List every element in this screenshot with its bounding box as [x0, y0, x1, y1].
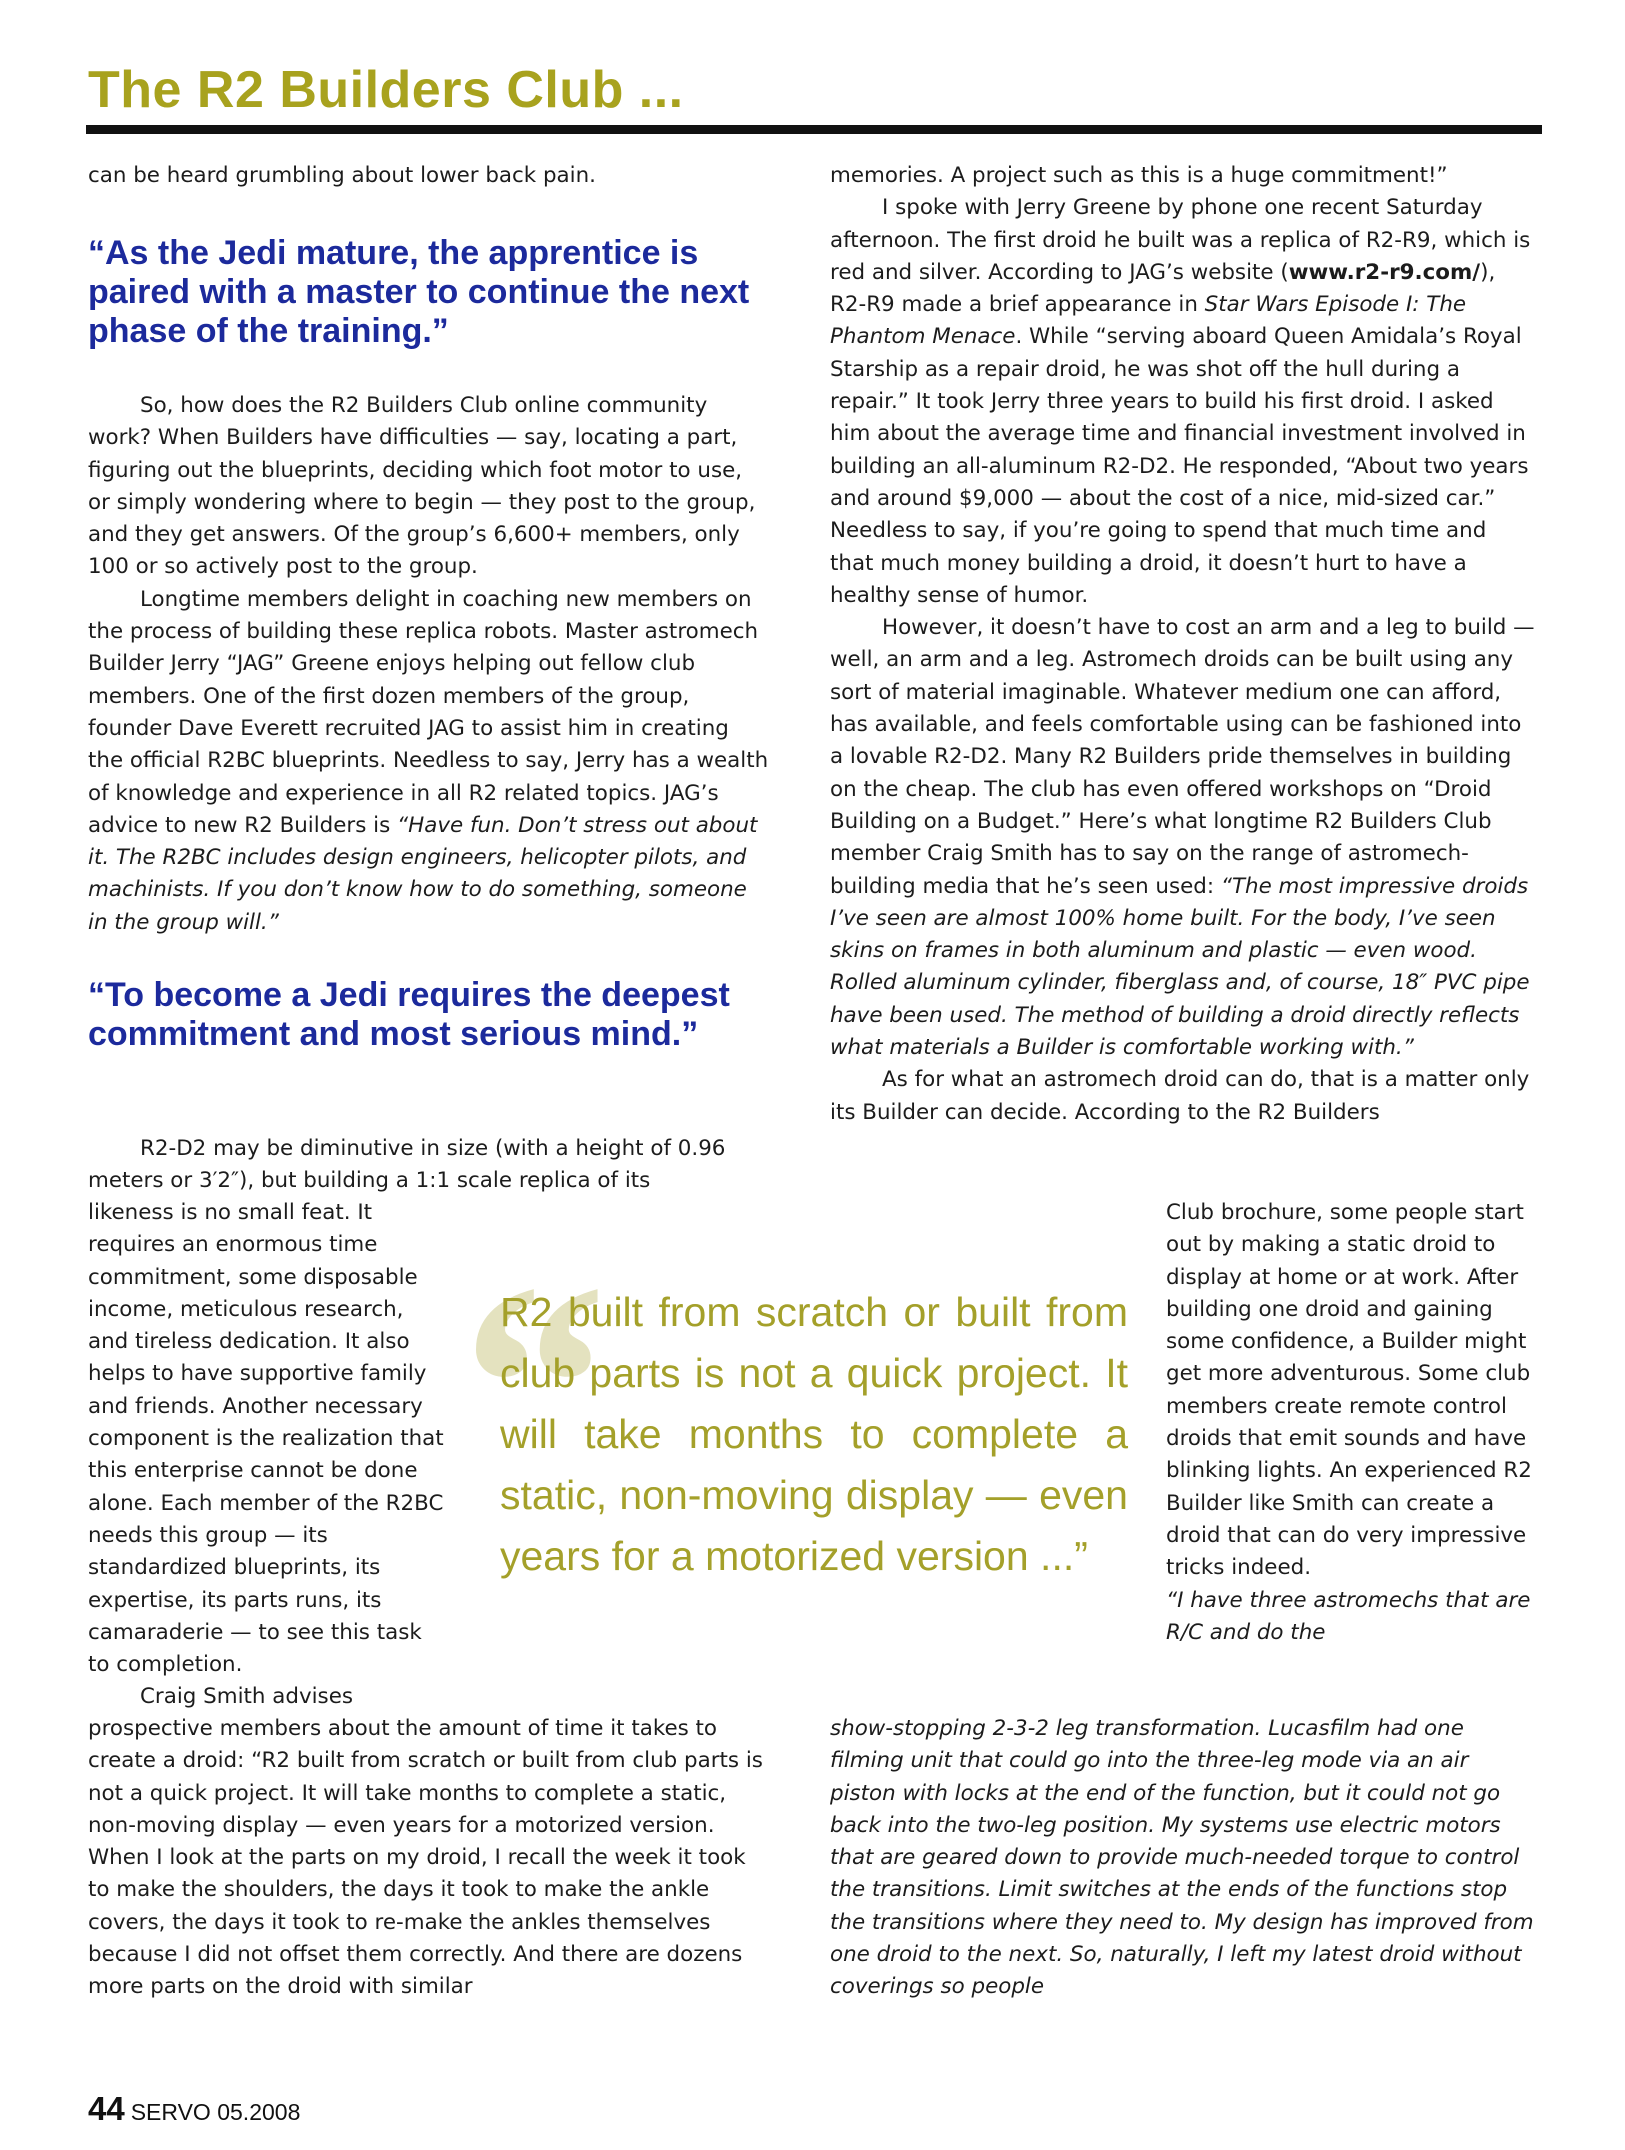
callout-text: R2 built from scratch or built from club parts is not a quick project. It will take months to complete a static, non-moving display — even years for a motorized version ...” — [500, 1289, 1128, 1579]
right-narrow-text — [1166, 1197, 1542, 1649]
right-body-text — [830, 160, 1536, 1129]
paragraph: “I have three astromechs that are R/C and do the — [1166, 1587, 1531, 1645]
header-rule — [86, 125, 1542, 134]
paragraph: So, how does the R2 Builders Club online community work? When Builders have difficulties — say, locating a part, figuring out the blueprints, deciding which foot motor to use, or simply wondering where to begin — they post to the group, and they get answers. Of the group’s 6,600+ members, only 100 or so actively post to the group. — [88, 393, 756, 580]
paragraph: Club brochure, some people start out by making a static droid to display at home or at work. After building one droid and gaining some confidence, a Builder might get more adventurous. Some club members create remote control droids that emit sounds and have blinking lights. An experienced R2 Builder like Smith can create a droid that can do very impressive tricks indeed. — [1166, 1200, 1532, 1581]
issue-label: SERVO 05.2008 — [130, 2099, 301, 2125]
paragraph: R2-D2 may be diminutive in size (with a height of 0.96 meters or 3′2″), but building a 1:1 scale replica of its — [88, 1136, 726, 1194]
left-body-text-3 — [88, 1713, 770, 2004]
left-body-text-2 — [88, 1133, 770, 1198]
paragraph: Longtime members delight in coaching new members on the process of building these replica robots. Master astromech Builder Jerry “JAG” Greene enjoys helping out fellow club members. One of the first dozen members of the group, founder Dave Everett recruited JAG to assist him in creating the official R2BC blueprints. Needless to say, Jerry has a wealth of knowledge and experience in all R2 related topics. JAG’s advice to new R2 Builders is “Have fun. Don’t stress out about it. The R2BC includes design engineers, helicopter pilots, and machinists. If you don’t know how to do something, someone in the group will.” — [88, 586, 769, 935]
paragraph: I spoke with Jerry Greene by phone one recent Saturday afternoon. The first droid he built was a replica of R2-R9, which is red and silver. According to JAG’s website (www.r2-r9.com/), R2-R9 made a brief appearance in Star Wars Episode I: The Phantom Menace. While “serving aboard Queen Amidala’s Royal Starship as a repair droid, he was shot off the hull during a repair.” It took Jerry three years to build his first droid. I asked him about the average time and financial investment involved in building an all-aluminum R2-D2. He responded, “About two years and around $9,000 — about the cost of a nice, mid-sized car.” Needless to say, if you’re going to spend that much time and that much money building a droid, it doesn’t hurt to have a healthy sense of humor. — [830, 195, 1531, 608]
callout-quote — [462, 1224, 1128, 1650]
quote-mark-icon: “ — [462, 1224, 607, 1545]
paragraph: memories. A project such as this is a huge commitment!” — [830, 163, 1448, 188]
website-link[interactable]: www.r2-r9.com/ — [1288, 259, 1481, 285]
page-footer — [88, 2092, 300, 2125]
left-opening-text — [88, 160, 770, 192]
paragraph: prospective members about the amount of time it takes to create a droid: “R2 built from scratch or built from club parts is not a quick project. It will take months to complete a static, non-moving display — even years for a motorized version. When I look at the parts on my droid, I recall the week it took to make the shoulders, the days it took to make the ankle covers, the days it took to re-make the ankles themselves because I did not offset them correctly. And there are dozens more parts on the droid with similar — [88, 1716, 763, 2000]
paragraph: As for what an astromech droid can do, that is a matter only its Builder can decide. According to the R2 Builders — [830, 1067, 1530, 1125]
left-body-text — [88, 390, 770, 939]
right-body-text-3 — [830, 1713, 1536, 2004]
paragraph: likeness is no small feat. It requires an enormous time commitment, some disposable income, meticulous research, and tireless dedication. It also helps to have supportive family and friends. Another necessary component is the realization that this enterprise cannot be done alone. Each member of the R2BC needs this group — its standardized blueprints, its expertise, its parts runs, its camaraderie — to see this task to completion. — [88, 1200, 444, 1678]
pullquote: “To become a Jedi requires the deepest commitment and most serious mind.” — [88, 976, 730, 1053]
pullquote: “As the Jedi mature, the apprentice is paired with a master to continue the next phase of the training.” — [88, 234, 750, 350]
page-number: 44 — [88, 2090, 125, 2127]
page-title: The R2 Builders Club ... — [88, 61, 684, 119]
paragraph: However, it doesn’t have to cost an arm and a leg to build — well, an arm and a leg. Astromech droids can be built using any sort of material imaginable. Whatever medium one can afford, has available, and feels comfortable using can be fashioned into a lovable R2-D2. Many R2 Builders pride themselves in building on the cheap. The club has even offered workshops on “Droid Building on a Budget.” Here’s what longtime R2 Builders Club member Craig Smith has to say on the range of astromech-building media that he’s seen used: “The most impressive droids I’ve seen are almost 100% home built. For the body, I’ve seen skins on frames in both aluminum and plastic — even wood. Rolled aluminum cylinder, fiberglass and, of course, 18″ PVC pipe have been used. The method of building a droid directly reflects what materials a Builder is comfortable working with.” — [830, 615, 1535, 1061]
paragraph: Craig Smith advises — [140, 1684, 353, 1710]
left-narrow-text — [88, 1197, 444, 1714]
paragraph: can be heard grumbling about lower back pain. — [88, 163, 596, 188]
paragraph: show-stopping 2-3-2 leg transformation. Lucasfilm had one filming unit that could go into the three-leg mode via an air piston with locks at the end of the function, but it could not go back into the two-leg position. My systems use electric motors that are geared down to provide much-needed torque to control the transitions. Limit switches at the ends of the functions stop the transitions where they need to. My design has improved from one droid to the next. So, naturally, I left my latest droid without coverings so people — [830, 1716, 1534, 2000]
